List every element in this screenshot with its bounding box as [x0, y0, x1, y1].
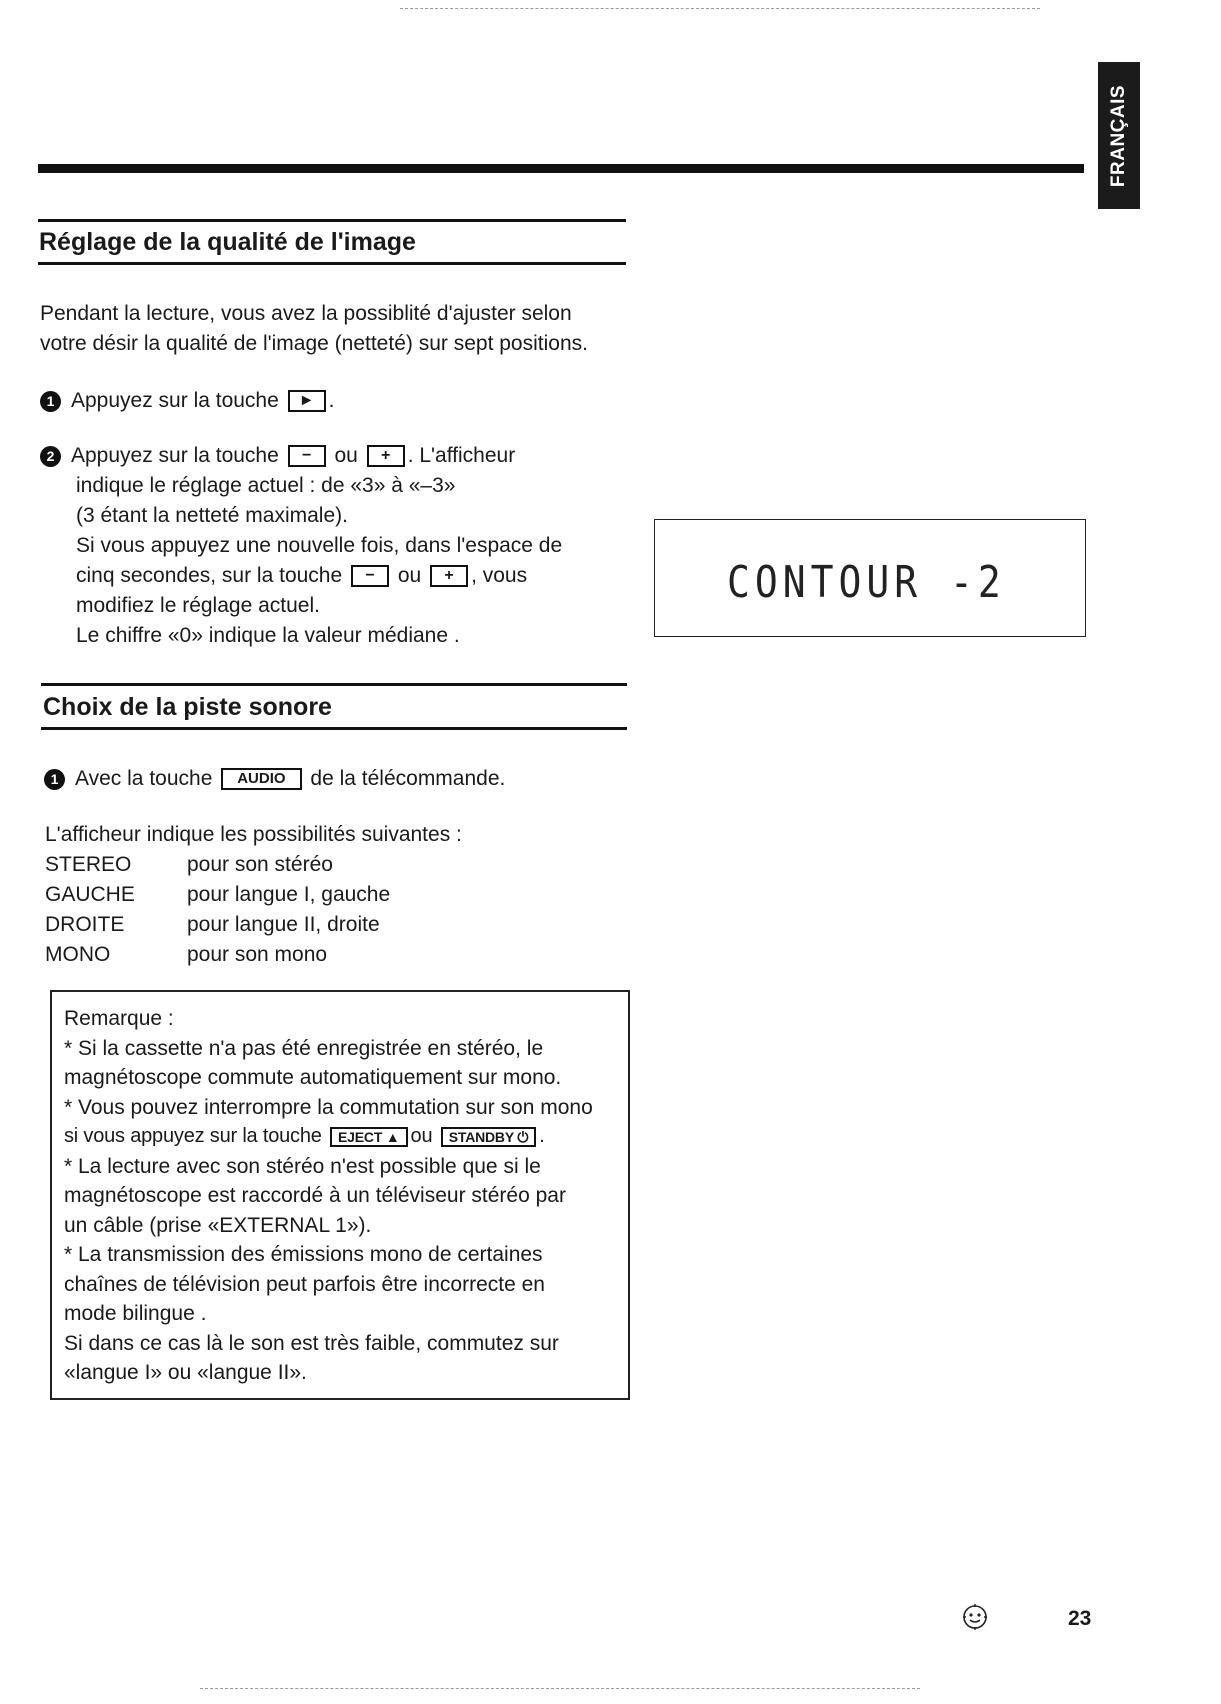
section2-title: Choix de la piste sonore — [43, 693, 332, 721]
option-code: DROITE — [45, 913, 125, 936]
option-desc: pour son mono — [187, 943, 328, 966]
audio-step-text-b: de la télécommande. — [310, 767, 506, 790]
language-tab-label: FRANÇAIS — [1108, 84, 1129, 187]
note-line: * La transmission des émissions mono de certaines — [64, 1243, 543, 1266]
option-desc: pour son stéréo — [187, 853, 333, 876]
note-heading: Remarque : — [64, 1007, 174, 1030]
note-line: «langue I» ou «langue II». — [64, 1361, 307, 1384]
plus-key-2: + — [430, 565, 468, 587]
scan-artifact-bottom — [200, 1688, 920, 1690]
step2-or: ou — [334, 444, 358, 467]
note-line: Si dans ce cas là le son est très faible, commutez sur — [64, 1331, 559, 1355]
list-item — [45, 850, 390, 880]
note-line4-text: si vous appuyez sur la touche — [64, 1125, 322, 1147]
scan-artifact-top — [400, 8, 1040, 10]
note-line: * Vous pouvez interrompre la commutation sur son mono — [64, 1095, 593, 1119]
display-readout: CONTOUR -2 — [727, 556, 1006, 608]
step2-line3: (3 étant la netteté maximale). — [76, 504, 348, 527]
option-code: STEREO — [45, 853, 132, 876]
note-line: magnétoscope est raccordé à un téléviseur stéréo par — [64, 1184, 566, 1207]
intro-line-1: Pendant la lecture, vous avez la possiblité d'ajuster selon — [40, 302, 572, 325]
section2-step1 — [44, 764, 505, 794]
step2-line5a: cinq secondes, sur la touche — [76, 564, 343, 587]
note-box — [50, 990, 630, 1400]
step2-line2: indique le réglage actuel : de «3» à «–3» — [76, 474, 456, 497]
note-or: ou — [410, 1125, 433, 1147]
step-number-2: 2 — [40, 446, 61, 467]
section2-rule-top — [41, 683, 627, 686]
note-line: * Si la cassette n'a pas été enregistrée en stéréo, le — [64, 1036, 544, 1060]
section1-step1 — [40, 386, 334, 416]
note-line: mode bilingue . — [64, 1302, 207, 1325]
eject-key: EJECT ▲ — [330, 1127, 407, 1147]
step-number-1: 1 — [40, 391, 61, 412]
note-line: chaînes de télévision peut parfois être incorrecte en — [64, 1272, 545, 1296]
step1-text: Appuyez sur la touche — [71, 389, 279, 412]
audio-key: AUDIO — [221, 768, 301, 790]
page-number: 23 — [1068, 1607, 1092, 1630]
section2-rule-bottom — [41, 727, 627, 730]
section1-rule-top — [38, 219, 626, 222]
note-line4-end: . — [539, 1125, 545, 1147]
step2-or-2: ou — [397, 564, 422, 587]
section1-rule-bottom — [38, 262, 626, 265]
option-desc: pour langue II, droite — [187, 913, 380, 936]
language-tab — [1098, 62, 1140, 209]
note-line: magnétoscope commute automatiquement sur mono. — [64, 1066, 562, 1089]
intro-line-2: votre désir la qualité de l'image (netteté) sur sept positions. — [40, 332, 588, 355]
header-rule — [38, 164, 1084, 173]
option-code: GAUCHE — [45, 883, 135, 906]
minus-key-2: − — [351, 565, 389, 587]
minus-key: − — [288, 445, 326, 467]
step2-line7: Le chiffre «0» indique la valeur médiane . — [76, 624, 460, 647]
step2-line4: Si vous appuyez une nouvelle fois, dans l'espace de — [76, 534, 563, 557]
options-intro: L'afficheur indique les possibilités suivantes : — [45, 823, 462, 846]
list-item — [45, 940, 390, 970]
step2-line1a: Appuyez sur la touche — [71, 444, 279, 467]
step1-end: . — [328, 389, 335, 412]
standby-key: STANDBY ⏻ — [441, 1127, 537, 1147]
step2-line5b: , vous — [471, 564, 528, 587]
list-item — [45, 910, 390, 940]
section1-step2 — [40, 441, 562, 651]
options-list — [45, 850, 390, 970]
step-number-1b: 1 — [44, 769, 65, 790]
step2-line1b: . L'afficheur — [407, 444, 516, 467]
option-code: MONO — [45, 943, 111, 966]
section1-title: Réglage de la qualité de l'image — [39, 228, 416, 256]
section1-intro — [40, 299, 588, 359]
plus-key: + — [367, 445, 405, 467]
list-item — [45, 880, 390, 910]
note-line: un câble (prise «EXTERNAL 1»). — [64, 1213, 372, 1237]
option-desc: pour langue I, gauche — [187, 883, 391, 906]
audio-step-text-a: Avec la touche — [75, 767, 213, 790]
step2-line6: modifiez le réglage actuel. — [76, 594, 320, 617]
face-icon — [960, 1602, 990, 1632]
play-key: ► — [288, 390, 326, 412]
note-line: * La lecture avec son stéréo n'est possible que si le — [64, 1154, 541, 1178]
note-line — [64, 1122, 628, 1152]
display-panel — [654, 519, 1086, 637]
